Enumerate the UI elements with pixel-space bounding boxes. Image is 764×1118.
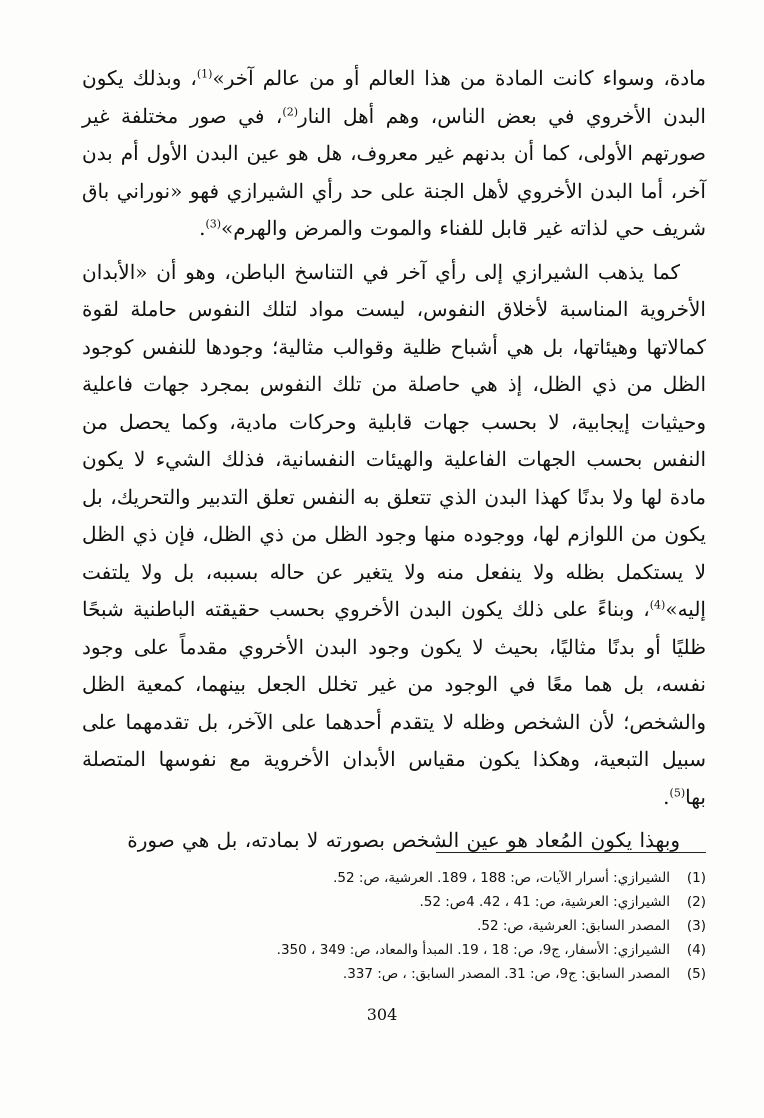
footnote-number: (2) (686, 894, 706, 910)
footnote-text: الشيرازي: أسرار الآيات، ص: 188 ، 189. العرشية، ص: 52. (333, 870, 670, 886)
footnote-text: الشيرازي: العرشية، ص: 41 ، 42. 4ص: 52. (419, 894, 670, 910)
footnote-item (82, 914, 706, 938)
footnote-number: (4) (686, 942, 706, 958)
paragraph-text: ، وبذلك يكون البدن الأخروي في بعض الناس، وهم أهل النار (82, 66, 706, 128)
footnote-item (82, 938, 706, 962)
footnote-number: (1) (686, 870, 706, 886)
footnote-ref: (4) (649, 598, 666, 612)
footnote-text: المصدر السابق: العرشية، ص: 52. (477, 918, 670, 934)
footnote-number: (3) (686, 918, 706, 934)
paragraph-text: مادة، وسواء كانت المادة من هذا العالم أو من عالم آخر» (212, 66, 706, 90)
paragraph-2 (82, 254, 706, 817)
page-body (82, 60, 706, 982)
footnote-text: المصدر السابق: ج9، ص: 31. المصدر السابق: ، ص: 337. (342, 966, 670, 982)
footnote-text: الشيرازي: الأسفار، ج9، ص: 18 ، 19. المبدأ والمعاد، ص: 349 ، 350. (276, 942, 670, 958)
footnote-ref: (2) (282, 104, 298, 118)
footnote-item (82, 866, 706, 890)
footnote-divider (436, 852, 706, 853)
footnote-item (82, 890, 706, 914)
paragraph-text: كما يذهب الشيرازي إلى رأي آخر في التناسخ الباطن، وهو أن «الأبدان الأخروية المناسبة لأخلاق النفوس، ليست مواد لتلك النفوس حاملة لقوة كمالاتها وهيئاتها، بل هي أشباح ظلية وقوالب مثالية؛ وجودها للنفس كوجود الظل من ذي الظل، إذ هي حاصلة من تلك النفوس بمجرد جهات فاعلية وحيثيات إيجابية، لا بحسب جهات قابلية وحركات مادية، وكما يحصل من النفس بحسب الجهات الفاعلية والهيئات النفسانية، فذلك الشيء لا يكون مادة لها ولا بدنًا كهذا البدن الذي تتعلق به النفس تعلق التدبير والتحريك، بل يكون من اللوازم لها، ووجوده منها وجود الظل من ذي الظل، فإن ذي الظل لا يستكمل بظله ولا ينفعل منه ولا يتغير عن حاله بسببه، بل ولا يلتفت إليه» (82, 259, 706, 621)
paragraph-text: . (199, 216, 206, 240)
paragraph-text: ، وبناءً على ذلك يكون البدن الأخروي بحسب حقيقته الباطنية شبحًا ظليًا أو بدنًا مثاليًا، بحيث لا يكون وجود البدن الأخروي مقدماً على وجود نفسه، بل هما معًا في الوجود من غير تخلل الجعل بينهما، كمعية الظل والشخص؛ لأن الشخص وظله لا يتقدم أحدهما على الآخر، بل تقدمهما على سبيل التبعية، وهكذا يكون مقياس الأبدان الأخروية مع نفوسها المتصلة بها (82, 597, 706, 809)
paragraph-1 (82, 60, 706, 248)
footnote-ref: (3) (205, 217, 222, 231)
paragraph-text: وبهذا يكون المُعاد هو عين الشخص بصورته لا بمادته، بل هي صورة (127, 828, 680, 852)
footnote-ref: (5) (669, 785, 686, 799)
paragraph-3 (82, 822, 706, 860)
footnote-item (82, 962, 706, 986)
footnotes (82, 866, 706, 986)
paragraph-text: . (663, 784, 670, 809)
footnote-number: (5) (686, 966, 706, 982)
page-number: 304 (366, 1005, 398, 1024)
paragraph-text: ، في صور مختلفة غير صورتهم الأولى، كما أن بدنهم غير معروف، هل هو عين البدن الأول أم بدن آخر، أما البدن الأخروي لأهل الجنة على حد رأي الشيرازي فهو «نوراني باق شريف حي لذاته غير قابل للفناء والموت والمرض والهرم» (82, 103, 706, 240)
footnote-ref: (1) (196, 67, 213, 81)
